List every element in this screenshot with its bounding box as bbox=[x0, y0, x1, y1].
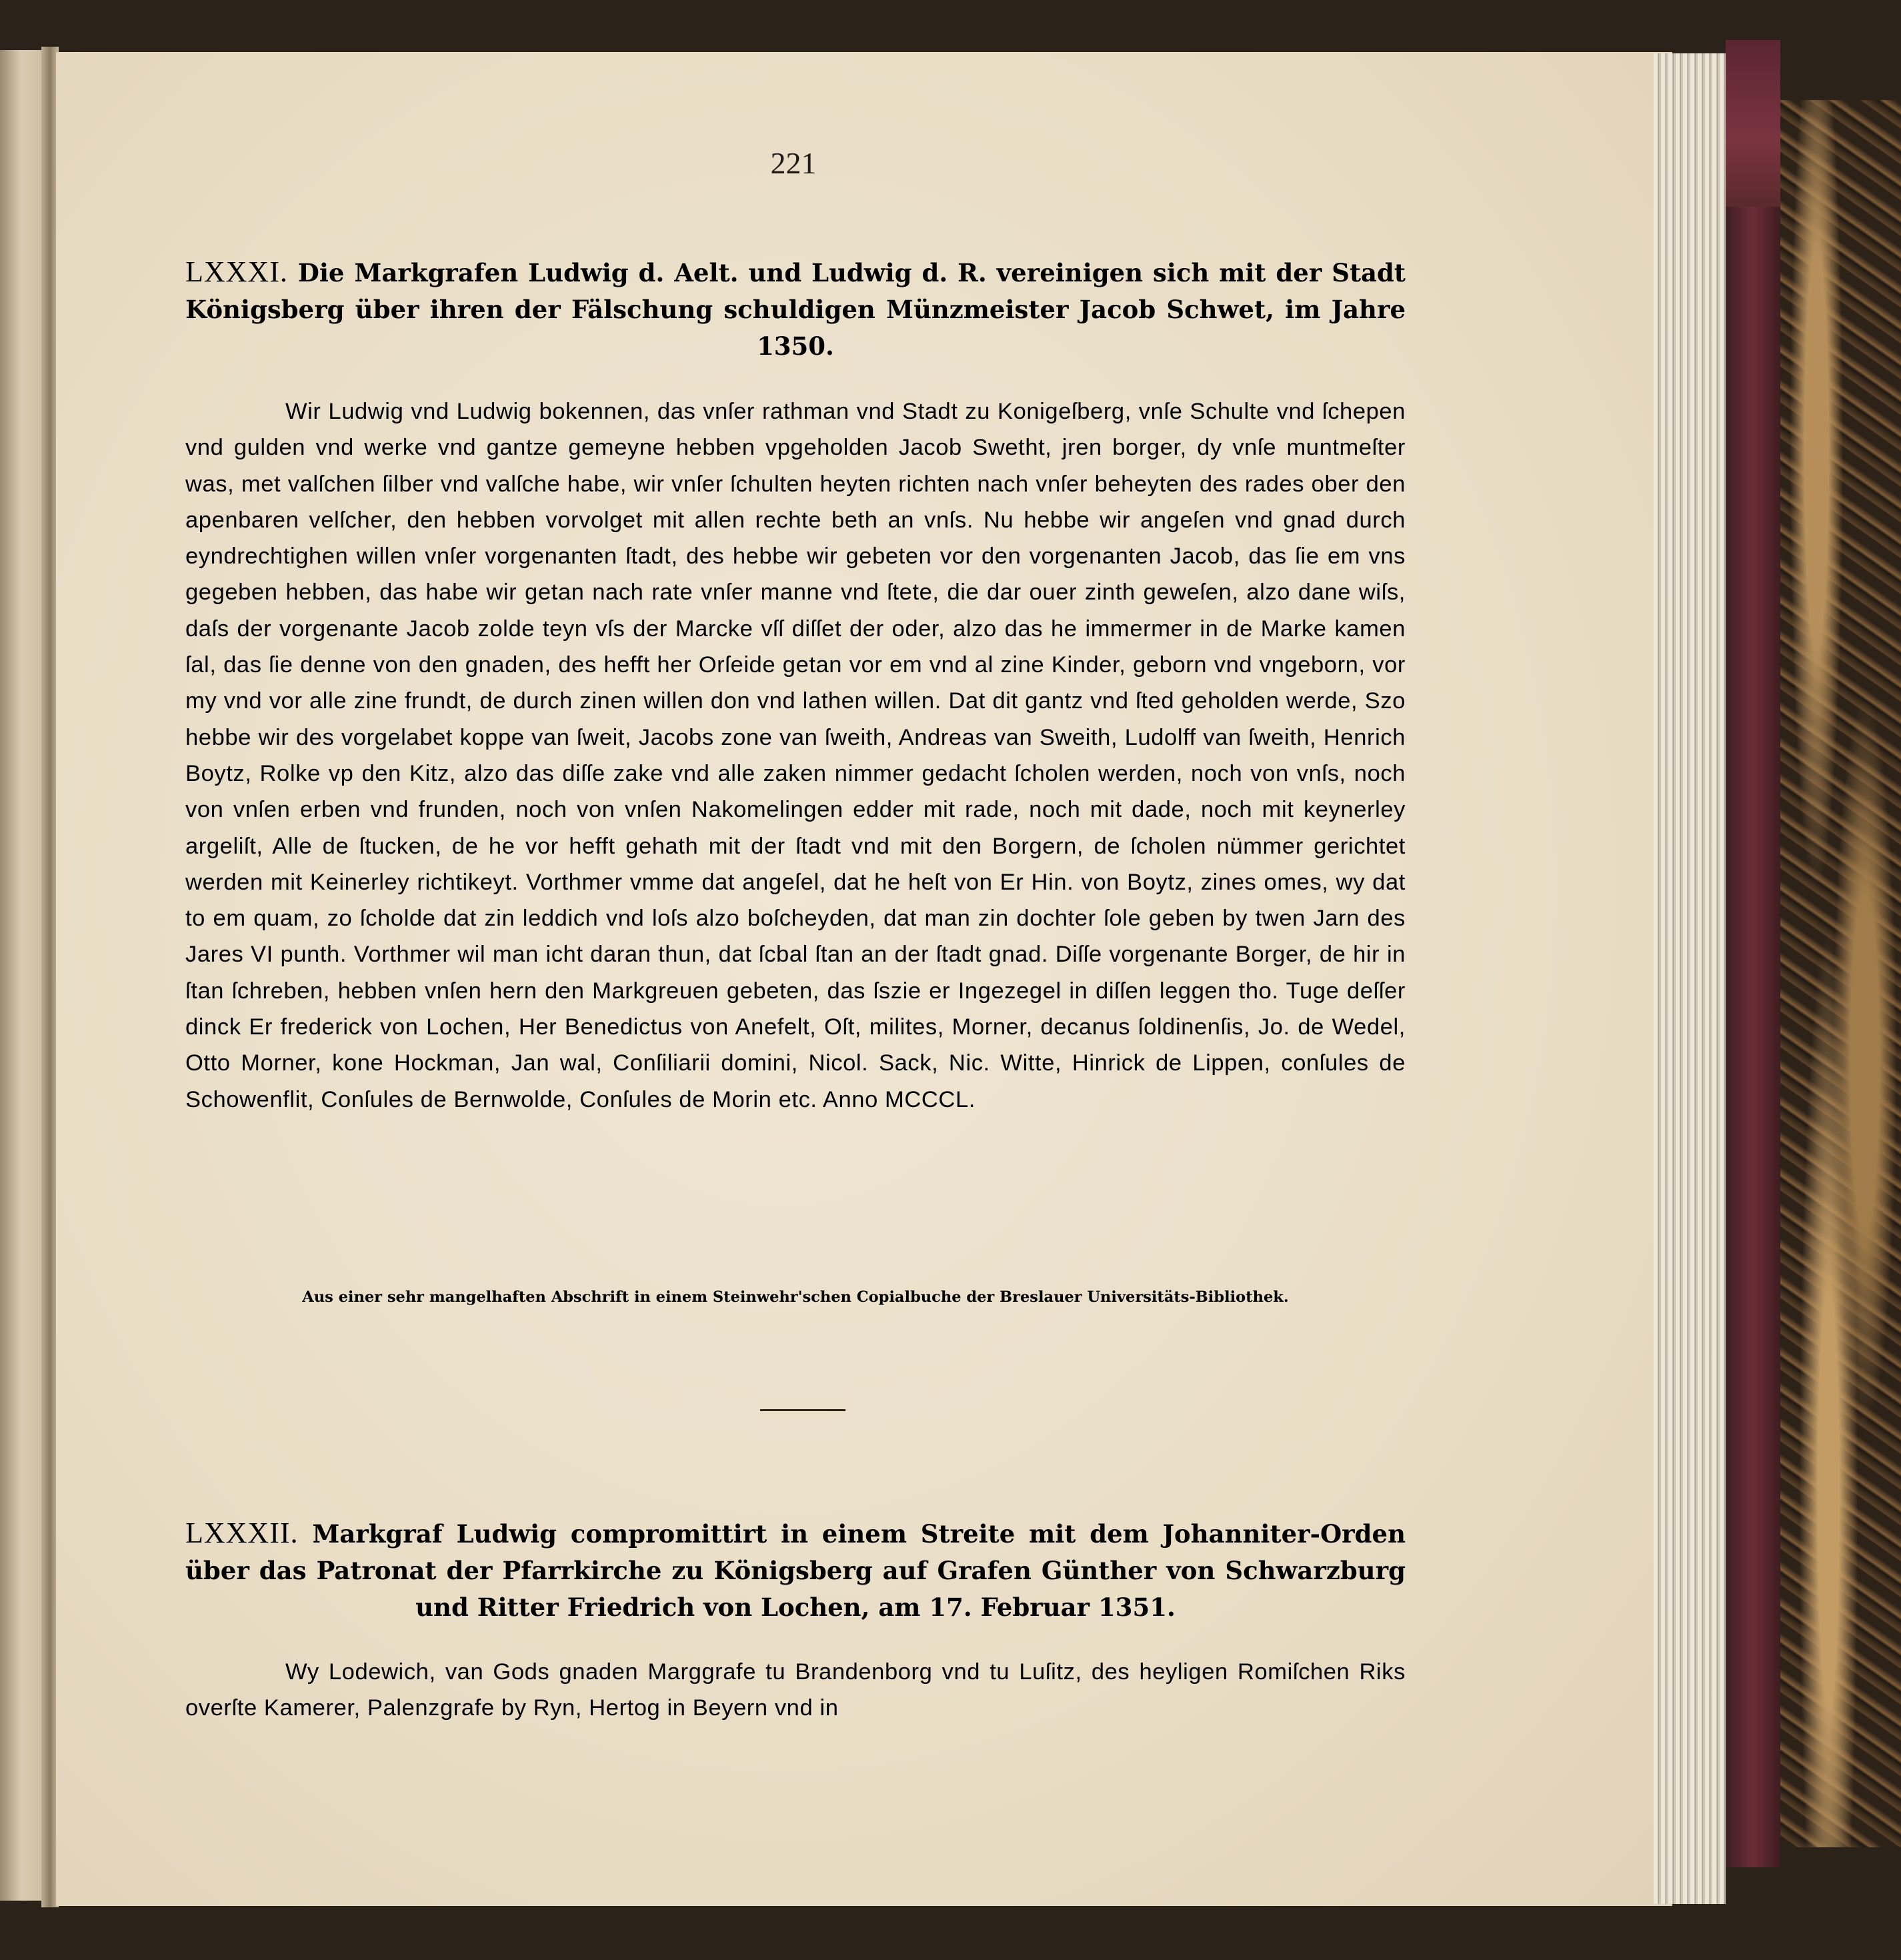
left-page-edge bbox=[0, 50, 47, 1901]
page-number: 221 bbox=[770, 146, 817, 180]
section-heading bbox=[185, 1515, 1406, 1626]
cover-corner bbox=[1726, 40, 1780, 207]
section-title bbox=[185, 1515, 1406, 1626]
marbled-cover-board bbox=[1780, 100, 1901, 1847]
section-number: LXXXI. bbox=[185, 255, 288, 288]
section-heading bbox=[185, 253, 1406, 365]
section-title-text: Markgraf Ludwig compromittirt in einem Streite mit dem Johanniter-Orden über das Patronat der Pfarrkirche zu Königsberg auf Grafen Günther von Schwarzburg und Ritter Friedrich von Lochen, am 17. Februar 1351. bbox=[185, 1519, 1406, 1622]
document-body: Wir Ludwig vnd Ludwig bokennen, das vnſer rathman vnd Stadt zu Konigeſberg, vnſe Schulte vnd ſchepen vnd gulden vnd werke vnd gantze gemeyne hebben vpgeholden Jacob Swetht, jren borger, dy vnſe muntmeſter was, met valſchen ſilber vnd valſche habe, wir vnſer ſchulten heyten richten nach vnſer beheyten des rades ober den apenbaren velſcher, den hebben vorvolget mit allen rechte beth an vnſs. Nu hebbe wir angeſen vnd gnad durch eyndrechtighen willen vnſer vorgenanten ſtadt, des hebbe wir gebeten vor den vorgenanten Jacob, das ſie em vns gegeben hebben, das habe wir getan nach rate vnſer manne vnd ſtete, die dar ouer zinth geweſen, alzo dane wiſs, daſs der vorgenante Jacob zolde teyn vſs der Marcke vſſ diſſet der oder, alzo das he immermer in de Marke kamen ſal, das ſie denne von den gnaden, des hefft her Orſeide getan vor em vnd al zine Kinder, geborn vnd vngeborn, vor my vnd vor alle zine frundt, de durch zinen willen don vnd lathen willen. Dat dit gantz vnd ſted geholden werde, Szo hebbe wir des vorgelabet koppe van ſweit, Jacobs zone van ſweith, Andreas van Sweith, Ludolff van ſweith, Henrich Boytz, Rolke vp den Kitz, alzo das diſſe zake vnd alle zaken nimmer gedacht ſcholen werden, noch von vnſs, noch von vnſen erben vnd frunden, noch von vnſen Nakomelingen edder mit rade, noch mit dade, noch mit keynerley argeliſt, Alle de ſtucken, de he vor hefft gehath mit der ſtadt vnd mit den Borgern, de ſcholen nümmer gerichtet werden mit Keinerley richtikeyt. Vorthmer vmme dat angeſel, dat he heſt von Er Hin. von Boytz, zines omes, wy dat to em quam, zo ſcholde dat zin leddich vnd loſs alzo boſcheyden, dat man zin dochter ſole geben by twen Jarn des Jares VI punth. Vorthmer wil man icht daran thun, dat ſcbal ſtan an der ſtadt gnad. Diſſe vorgenante Borger, de hir in ſtan ſchreben, hebben vnſen hern den Markgreuen gebeten, das ſszie er Ingezegel in diſſen leggen tho. Tuge deſſer dinck Er frederick von Lochen, Her Benedictus von Anefelt, Oſt, milites, Morner, decanus ſoldinenſis, Jo. de Wedel, Otto Morner, kone Hockman, Jan wal, Conſiliarii domini, Nicol. Sack, Nic. Witte, Hinrick de Lippen, conſules de Schowenflit, Conſules de Bernwolde, Conſules de Morin etc. Anno MCCCL. bbox=[185, 399, 1406, 1112]
cover-spine bbox=[1726, 200, 1780, 1867]
section-divider bbox=[760, 1409, 845, 1411]
section-title bbox=[185, 253, 1406, 365]
section-number: LXXXII. bbox=[185, 1517, 299, 1549]
page-block-edge bbox=[1654, 53, 1726, 1904]
source-note: Aus einer sehr mangelhaften Abschrift in einem Steinwehr'schen Copialbuche der Breslauer Universitäts-Bibliothek. bbox=[302, 1288, 1289, 1306]
document-body: Wy Lodewich, van Gods gnaden Marggrafe tu Brandenborg vnd tu Luſitz, des heyligen Romiſchen Riks overſte Kamerer, Palenzgrafe by Ryn, Hertog in Beyern vnd in bbox=[185, 1659, 1406, 1721]
section-title-text: Die Markgrafen Ludwig d. Aelt. und Ludwig d. R. vereinigen sich mit der Stadt Königsberg über ihren der Fälschung schuldigen Münzmeister Jacob Schwet, im Jahre 1350. bbox=[185, 258, 1406, 361]
